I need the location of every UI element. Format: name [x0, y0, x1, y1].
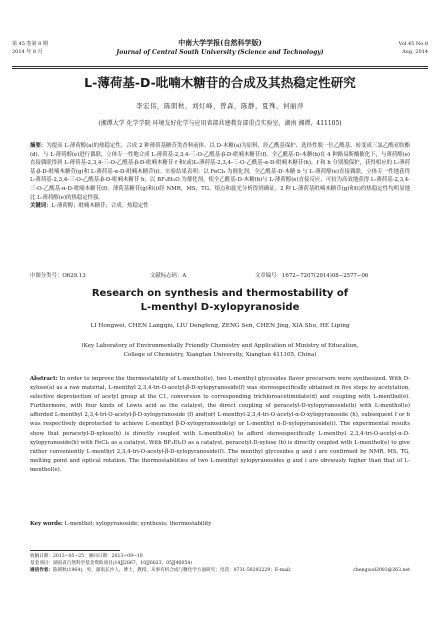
- date-cn: 2014 年 8 月: [12, 49, 43, 55]
- abstract-cn: [30, 142, 410, 211]
- title-cn: L-薄荷基-D-吡喃木糖苷的合成及其热稳定性研究: [84, 75, 356, 90]
- header-rule-thin: [12, 68, 428, 69]
- keywords-cn: [30, 202, 410, 211]
- volume-en: Vol.45 No.8: [398, 41, 428, 47]
- header-center: [12, 38, 428, 57]
- classification-row: [30, 272, 410, 280]
- footnote-author-label: 通信作者：: [30, 568, 53, 573]
- footnote-rule: [30, 550, 120, 551]
- header-right: [399, 40, 428, 56]
- authors-cn: 李宏伟，陈朗秋，刘灯峰，曾森，陈静，夏殊，何丽萍: [136, 102, 304, 110]
- affiliation-en-line1: (Key Laboratory of Environmentally Friendly Chemistry and Application of Ministry of Education,: [81, 343, 359, 349]
- abstract-en: [30, 375, 410, 475]
- footnote-author: [30, 567, 410, 574]
- journal-name-cn: 中南大学学报(自然科学版): [178, 38, 262, 47]
- document-code: 文献标志码：A: [150, 273, 187, 279]
- author-email: chengood2003@263.net: [353, 568, 410, 573]
- volume-cn: 第 45 卷第 8 期: [12, 41, 48, 47]
- journal-name-en: Journal of Central South University (Science and Technology): [116, 49, 324, 56]
- keywords-cn-label: 关键词：: [30, 203, 52, 210]
- title-en: [12, 287, 428, 315]
- abstract-en-label: Abstract:: [30, 376, 58, 382]
- authors-en: LI Hongwei, CHEN Langqiu, LIU Dengfeng, ZENG Sen, CHEN Jing, XIA Shu, HE Liping: [90, 323, 350, 329]
- footnote-received: 收稿日期：2013−05−25；修回日期：2013−09−10: [30, 554, 143, 559]
- affiliation-en-line2: College of Chemistry, Xiangtan University, Xiangtan 411105, China): [123, 352, 317, 358]
- keywords-en-text: L-menthol; xylopyranoside; synthesis; thermostability: [64, 521, 212, 527]
- keywords-en-label: Key words:: [30, 521, 63, 527]
- footnote-author-text: 陈朗秋(1964)，男，湖南长沙人，博士，教授，从事有机合成与糖化学方面研究；电话：0731-58292229；E-mail：: [52, 568, 295, 573]
- title-en-line1: Research on synthesis and thermostability of: [91, 288, 349, 299]
- clc-number: 中图分类号：O629.13: [30, 273, 86, 279]
- header-rule: [12, 66, 428, 67]
- affiliation-en: [12, 342, 428, 360]
- keywords-en: [30, 520, 410, 528]
- abstract-cn-text: 为提高 L-薄荷醇(a)的热稳定性，合成 2 种薄荷基糖苷类香料前体。以 D-木糖(a)为原料，经乙酰基保护、选择性脱一位乙酰基、转变成三氯乙酰亚胺酯(d)、与 L-薄荷醇(e)进行偶联，立体专一性地合成 L-薄荷基-2,3,4-三-O-乙酰基-β-D-吡喃木糖苷(f)。全乙酰基-D-木糖(b)在 4 种路易斯酸催化下，与薄荷醇(e)直接偶联得到 L-薄荷基-2,3,4-三-O-乙酰基-β-D-吡喃木糖苷 f 和(或)L-薄荷基-2,3,4-三-O-乙酰基-α-D-吡喃木糖苷(h)，f 和 h 分别脱保护，获得相应的 L-薄荷基-β-D-吡喃木糖苷(g)和 L-薄荷基-α-D-吡喃木糖苷(i)。实验结果表明：以 FeCl₃ 为催化剂，全乙酰基-D-木糖 b 与 L-薄荷醇(e)直接偶联，立体专一性地获得 L-薄荷基-2,3,4-三-O-乙酰基-β-D-吡喃木糖苷 h；以 BF₃Et₂O 为催化剂，使全乙酰基-D-木糖(b)与 L-薄荷醇(e)直接反应，可较为高效地获得 L-薄荷基-2,3,4-三-O-乙酰基-α-D-吡喃木糖苷(f)。薄荷基糖苷(g)和(i)经 NMR，MS，TG，熔点和旋光分析得到确证。2 种 L-薄荷基吡喃木糖苷(g)和(i)的热稳定性均明显地比 L-薄荷醇(e)的热稳定性强。: [30, 143, 410, 201]
- article-number: 文章编号：1672−7207(2014)08−2577−06: [255, 273, 369, 279]
- title-en-line2: L-menthyl D-xylopyranoside: [140, 302, 300, 313]
- abstract-en-text: In order to improve the thermostability of L-menthol(e), two L-menthyl glycosides flavor precursors were synthesized. With D-xylose(a) as a raw material, L-menthyl 2,3,4-tri-O-acetyl-β-D-xylopyranoside(f) was stereospecifically obtained in five steps by acetylation, selective deprotection of acetyl group at the C1, conversion to corresponding trichloroacetimidate(d) and coupling with L-menthol(e). Furthermore, with four kinds of Lewis acid as the catalyst, the direct coupling of peracetyl-D-xylopyranoside(b) with L-menthol(e) afforded L-menthyl 2,3,4-tri-O-acetyl-β-D-xylopyranoside (f) and(or) L-menthyl-2,3,4-tri-O-acetyl-α-D-xylopyranoside (h), subsequent f or h was respectively deprotected to achieve L-menthyl β-D-xylopyranoside(g) or L-menthyl α-D-xylopyranoside(i). The experimental results show that peracetyl-D-xylose(b) is directly coupled with L-menthol(e) to afford stereospecifically L-menthyl 2,3,4-tri-O-acetyl-α-D-xylopyranoside(h) with FeCl₃ as a catalyst. With BF₃Et₂O as a catalyst, peracetyl-D-xylose (b) is directly coupled with L-menthol(e) to give rather conveniently L-menthyl 2,3,4-tri-O-acetyl-β-D-xylopyranoside(f). The menthyl glycosides g and i are confirmed by NMR, MS, TG, melting point and optical rotation. The thermostabilities of two L-menthyl xylopyranosides g and i are obviously higher than that of L-menthol(e).: [30, 376, 410, 473]
- footnote-fund: 基金项目：湖南省自然科学基金资助项目(14JJ2067，10JJ6023，05JJ40054): [30, 561, 193, 566]
- date-en: Aug. 2014: [402, 49, 428, 55]
- affiliation-cn: (湘潭大学 化学学院 环境友好化学与应用省部共建教育部重点实验室，湖南 湘潭，411105): [98, 120, 342, 127]
- running-header: [12, 38, 428, 64]
- keywords-cn-text: L-薄荷醇；吡喃木糖苷；合成；热稳定性: [51, 203, 149, 210]
- abstract-cn-label: 摘要：: [30, 143, 47, 149]
